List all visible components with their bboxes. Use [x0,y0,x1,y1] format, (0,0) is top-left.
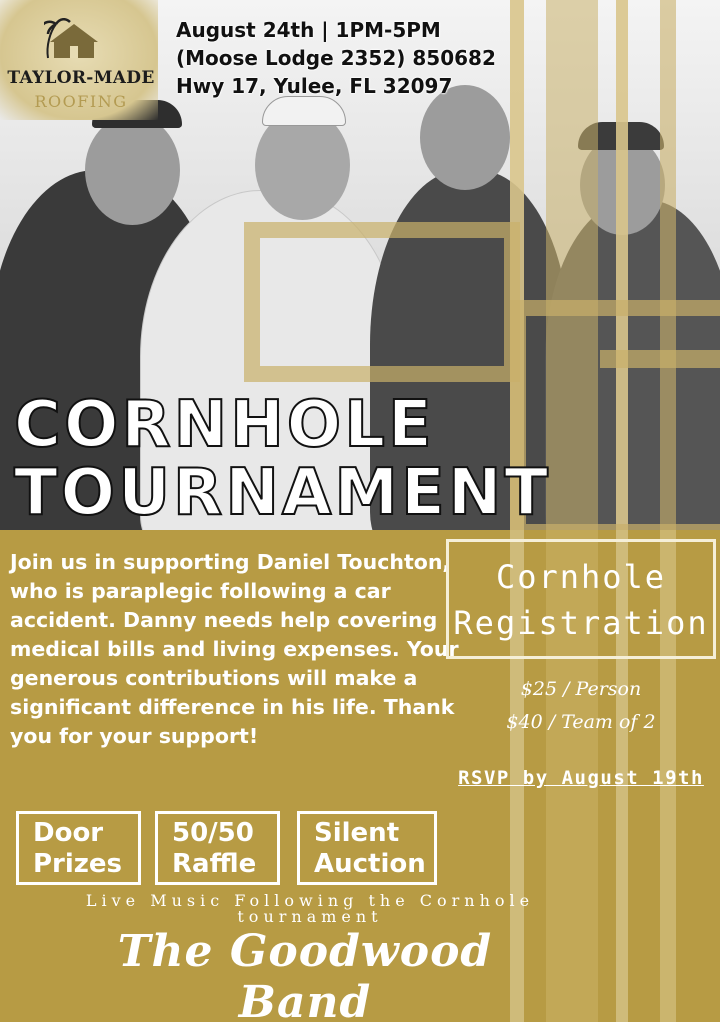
price-per-team: $40 / Team of 2 [506,711,656,733]
event-details [176,16,496,100]
feature-label: Door [33,818,104,848]
logo-subtitle: ROOFING [34,92,128,111]
registration-title-line-2: Registration [453,604,709,642]
feature-silent-auction [297,811,437,885]
live-music-line-2: tournament [237,907,383,926]
price-per-person: $25 / Person [520,678,642,700]
title-line-1: CORNHOLE [14,388,435,462]
band-name: The Goodwood Band [117,926,493,1022]
feature-raffle [155,811,280,885]
fundraiser-description: Join us in supporting Daniel Touchton, who is paraplegic following a car accident. Danny needs help covering medical bills and living expenses. Your generous contributions will make a significant difference in his life. Thank you for your support! [10,550,459,748]
decorative-frame [244,222,520,382]
feature-label: Silent [314,818,400,848]
person-2-head [255,110,350,220]
feature-label: 50/50 [172,818,254,848]
decorative-stripe [600,350,720,368]
logo-name: TAYLOR-MADE [7,68,155,88]
person-3-head [420,85,510,190]
event-address: Hwy 17, Yulee, FL 32097 [176,74,453,98]
palm-tree-house-icon [44,18,104,60]
event-date-time: August 24th | 1PM-5PM [176,18,441,42]
company-logo [0,0,158,120]
registration-box [446,539,716,659]
live-music-note [10,893,610,925]
event-venue: (Moose Lodge 2352) 850682 [176,46,496,70]
title-line-2: TOURNAMENT [14,456,552,530]
feature-door-prizes [16,811,141,885]
person-2-cap [262,96,346,126]
rsvp-deadline: RSVP by August 19th [458,767,704,789]
feature-label: Auction [314,849,426,879]
feature-label: Raffle [172,849,257,879]
live-music-line-1: Live Music Following the Cornhole [85,891,535,910]
person-1-head [85,115,180,225]
registration-title-line-1: Cornhole [495,558,667,596]
feature-label: Prizes [33,849,123,879]
